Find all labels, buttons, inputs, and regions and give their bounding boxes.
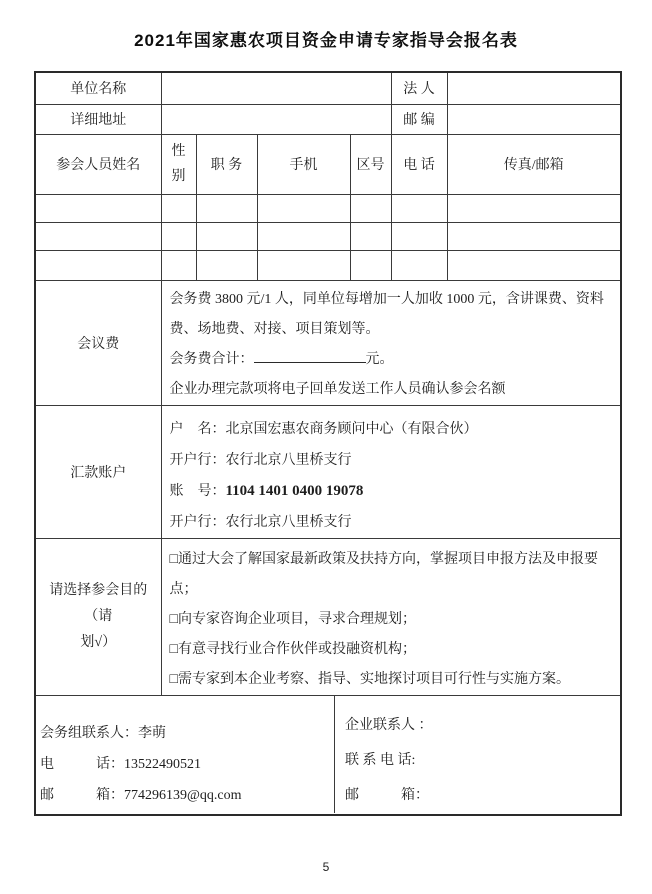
company-contact-phone: 联 系 电 话: — [345, 752, 416, 768]
table-row-contacts — [35, 695, 621, 815]
organizer-contact-phone: 电 话：13522490521 — [40, 756, 201, 772]
account-bank-1: 开户行：农行北京八里桥支行 — [169, 452, 352, 468]
company-contact-person: 企业联系人 ： — [345, 717, 433, 733]
table-row-unit-name — [35, 72, 621, 104]
table-row-address — [35, 104, 621, 134]
table-row-purpose — [35, 538, 621, 695]
attendee-cell — [257, 222, 350, 250]
address-label: 详细地址 — [35, 104, 161, 134]
account-content-cell — [161, 405, 621, 538]
page-title: 2021年国家惠农项目资金申请专家指导会报名表 — [134, 31, 518, 50]
attendee-cell — [447, 194, 621, 222]
attendee-cell — [35, 250, 161, 280]
legal-person-value-cell — [447, 72, 621, 104]
purpose-label-line2: 划√） — [80, 634, 117, 650]
gender-header-line1: 性 — [171, 144, 186, 159]
attendee-cell — [350, 250, 391, 280]
fee-description: 会务费 3800 元/1 人，同单位每增加一人加收 1000 元，含讲课费、资料费、场地费、对接、项目策划等。 — [169, 291, 604, 337]
purpose-option-2: □向专家咨询企业项目，寻求合理规划； — [169, 611, 416, 627]
attendee-cell — [257, 250, 350, 280]
attendee-cell — [391, 250, 447, 280]
purpose-option-4: □需专家到本企业考察、指导、实地探讨项目可行性与实施方案。 — [169, 671, 570, 687]
purpose-option-1: □通过大会了解国家最新政策及扶持方向，掌握项目申报方法及申报要点； — [169, 551, 598, 597]
attendee-cell — [161, 250, 196, 280]
attendee-cell — [196, 194, 257, 222]
account-holder: 户 名：北京国宏惠农商务顾问中心（有限合伙） — [169, 421, 478, 437]
unit-name-label: 单位名称 — [35, 72, 161, 104]
attendee-cell — [391, 194, 447, 222]
attendee-cell — [196, 250, 257, 280]
account-label: 汇款账户 — [35, 405, 161, 538]
gender-header-line2: 别 — [171, 169, 186, 184]
position-header: 职 务 — [196, 134, 257, 194]
fee-content-cell — [161, 280, 621, 405]
attendee-cell — [350, 222, 391, 250]
attendee-row-2 — [35, 222, 621, 250]
attendee-cell — [447, 222, 621, 250]
attendee-cell — [257, 194, 350, 222]
legal-person-label: 法 人 — [391, 72, 447, 104]
registration-form-table — [34, 71, 622, 816]
attendee-cell — [391, 222, 447, 250]
attendee-cell — [35, 194, 161, 222]
table-row-account — [35, 405, 621, 538]
fee-note: 企业办理完款项将电子回单发送工作人员确认参会名额 — [169, 381, 506, 397]
account-number-label: 账 号： — [169, 483, 226, 499]
mobile-header: 手机 — [257, 134, 350, 194]
table-row-attendee-header — [35, 134, 621, 194]
contacts-cell — [35, 695, 621, 815]
company-contact-block — [334, 696, 620, 813]
purpose-label-line1: 请选择参会目的（请 — [49, 582, 148, 624]
table-row-fee — [35, 280, 621, 405]
attendee-cell — [447, 250, 621, 280]
address-value-cell — [161, 104, 391, 134]
attendee-row-3 — [35, 250, 621, 280]
fee-total-suffix: 元。 — [365, 351, 394, 367]
postcode-value-cell — [447, 104, 621, 134]
attendee-cell — [35, 222, 161, 250]
phone-header: 电 话 — [391, 134, 447, 194]
account-number: 1104 1401 0400 19078 — [225, 482, 364, 499]
attendee-cell — [350, 194, 391, 222]
unit-name-value-cell — [161, 72, 391, 104]
attendee-name-header: 参会人员姓名 — [35, 134, 161, 194]
purpose-label — [35, 538, 161, 695]
fee-total-blank-line — [254, 347, 366, 363]
gender-header — [161, 134, 196, 194]
fee-total-line — [170, 345, 613, 375]
attendee-cell — [196, 222, 257, 250]
area-code-header: 区号 — [350, 134, 391, 194]
organizer-contact-block — [36, 696, 334, 813]
fee-label: 会议费 — [35, 280, 161, 405]
account-number-line — [170, 476, 613, 507]
attendee-cell — [161, 222, 196, 250]
fee-total-prefix: 会务费合计： — [169, 351, 254, 367]
attendee-cell — [161, 194, 196, 222]
fax-email-header: 传真/邮箱 — [447, 134, 621, 194]
purpose-content-cell — [161, 538, 621, 695]
organizer-contact-email: 邮 箱：774296139@qq.com — [40, 787, 242, 803]
purpose-option-3: □有意寻找行业合作伙伴或投融资机构； — [169, 641, 416, 657]
attendee-row-1 — [35, 194, 621, 222]
organizer-contact-person: 会务组联系人：李萌 — [40, 725, 166, 741]
company-contact-email: 邮 箱： — [345, 787, 429, 803]
postcode-label: 邮 编 — [391, 104, 447, 134]
page-number: 5 — [322, 860, 330, 874]
account-bank-2: 开户行：农行北京八里桥支行 — [169, 514, 352, 530]
